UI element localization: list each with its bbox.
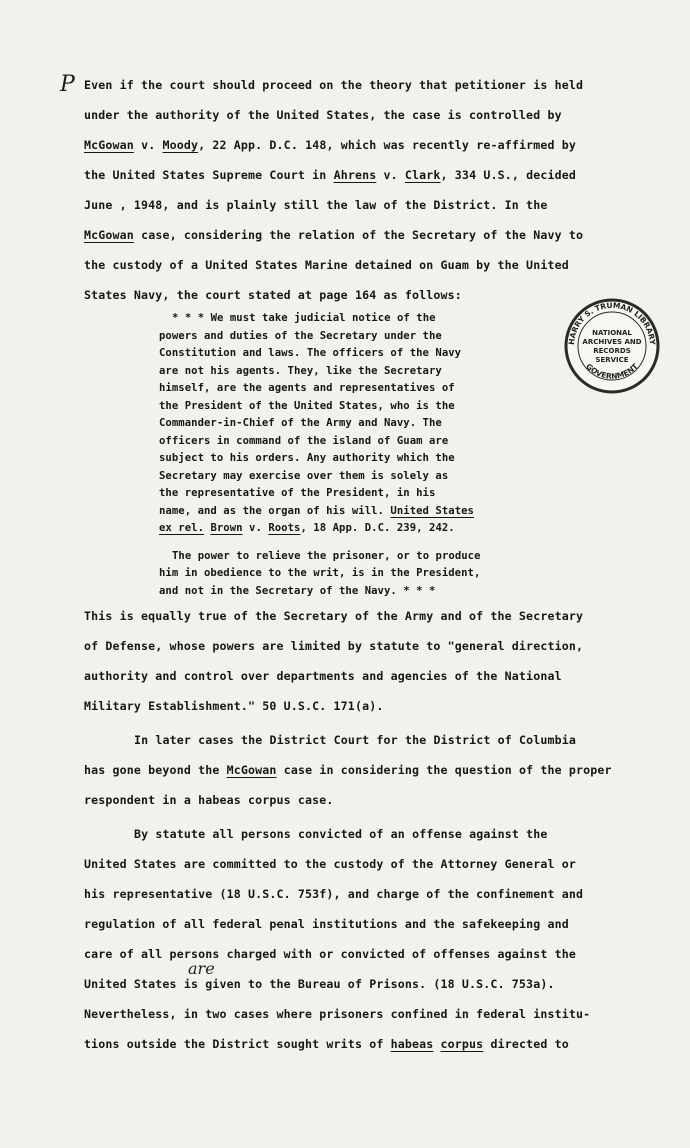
text-line: Even if the court should proceed on the theory that petitioner is held bbox=[84, 78, 584, 92]
quote-line: Constitution and laws. The officers of the Navy bbox=[159, 347, 462, 359]
quote-line: name, and as the organ of his will. United States bbox=[159, 504, 474, 517]
text-line: United States are committed to the custody of the Attorney General or bbox=[84, 856, 576, 871]
quote-line: and not in the Secretary of the Navy. * * * bbox=[159, 584, 436, 597]
text-line: McGowan case, considering the relation of the Secretary of the Navy to bbox=[84, 228, 584, 242]
handwritten-page-number: 164 bbox=[354, 288, 377, 302]
quote-line: him in obedience to the writ, is in the President, bbox=[159, 567, 481, 579]
text-line: In later cases the District Court for the District of Columbia bbox=[134, 732, 577, 747]
quote-line: the representative of the President, in his bbox=[159, 487, 436, 499]
case-name: ex rel. bbox=[159, 522, 204, 534]
case-name: McGowan bbox=[84, 228, 134, 242]
text-line: McGowan v. Moody, 22 App. D.C. 148, which was recently re-affirmed by bbox=[84, 138, 577, 152]
stamp-text: RECORDS bbox=[593, 347, 631, 355]
stamp-text: ARCHIVES AND bbox=[582, 338, 642, 346]
case-name: Moody bbox=[162, 138, 199, 152]
quote-line: ex rel. Brown v. Roots, 18 App. D.C. 239, 242. bbox=[159, 522, 455, 534]
text-line: under the authority of the United States, the case is controlled by bbox=[84, 108, 562, 122]
text-line: the United States Supreme Court in Ahrens v. Clark, 334 U.S., decided bbox=[84, 168, 577, 182]
case-name: corpus bbox=[440, 1036, 484, 1051]
stamp-bottom-text: GOVERNMENT bbox=[584, 361, 640, 381]
text-line: June , 1948, and is plainly still the law of the District. In the bbox=[84, 198, 548, 212]
text-line: This is equally true of the Secretary of the Army and of the Secretary bbox=[84, 608, 584, 623]
text-line: United States is given to the Bureau of Prisons. (18 U.S.C. 753a). bbox=[84, 976, 555, 991]
quote-line: * * * We must take judicial notice of the bbox=[172, 312, 436, 324]
text-line: Military Establishment." 50 U.S.C. 171(a). bbox=[84, 698, 384, 713]
text-line: respondent in a habeas corpus case. bbox=[84, 792, 334, 807]
text-line: care of all persons charged with or convicted of offenses against the bbox=[84, 946, 576, 961]
margin-paragraph-mark: P bbox=[60, 72, 75, 97]
quote-line: are not his agents. They, like the Secretary bbox=[159, 364, 442, 377]
quote-line: Commander-in-Chief of the Army and Navy. The bbox=[159, 417, 442, 429]
case-name: McGowan bbox=[226, 762, 277, 777]
case-name: habeas bbox=[390, 1036, 434, 1051]
text-line: regulation of all federal penal institutions and the safekeeping and bbox=[84, 916, 569, 931]
quote-line: himself, are the agents and representatives of bbox=[159, 382, 455, 394]
case-name: Roots bbox=[268, 522, 301, 534]
archive-stamp bbox=[562, 296, 662, 396]
stamp-text: SERVICE bbox=[595, 356, 629, 364]
text-line: Nevertheless, in two cases where prisoners confined in federal institu- bbox=[84, 1006, 591, 1021]
text-line: the custody of a United States Marine detained on Guam by the United bbox=[84, 258, 569, 272]
case-name: Ahrens bbox=[333, 168, 377, 182]
quote-line: the President of the United States, who is the bbox=[159, 399, 455, 412]
text-line: By statute all persons convicted of an offense against the bbox=[134, 826, 548, 841]
quote-line: The power to relieve the prisoner, or to produce bbox=[172, 549, 481, 562]
text-line: his representative (18 U.S.C. 753f), and charge of the confinement and bbox=[84, 886, 584, 901]
text-line: tions outside the District sought writs of habeas corpus directed to bbox=[84, 1036, 569, 1051]
stamp-top-text: HARRY S. TRUMAN LIBRARY bbox=[566, 300, 658, 346]
quote-line: officers in command of the island of Guam are bbox=[159, 434, 449, 447]
quote-line: powers and duties of the Secretary under the bbox=[159, 329, 442, 342]
text-line: has gone beyond the McGowan case in considering the question of the proper bbox=[84, 762, 612, 777]
handwritten-insertion: are bbox=[188, 958, 215, 978]
case-name: Brown bbox=[210, 522, 243, 534]
case-name: McGowan bbox=[84, 138, 134, 152]
stamp-text: NATIONAL bbox=[592, 329, 632, 337]
case-name: Clark bbox=[404, 168, 441, 182]
text-line: of Defense, whose powers are limited by statute to "general direction, bbox=[84, 638, 584, 653]
text-line: States Navy, the court stated at page 164 as follows: bbox=[84, 288, 462, 302]
quote-line: subject to his orders. Any authority which the bbox=[159, 452, 455, 464]
text-line: authority and control over departments and agencies of the National bbox=[84, 668, 562, 683]
struck-letter: e bbox=[276, 916, 284, 931]
case-name: United States bbox=[390, 504, 474, 517]
quote-line: Secretary may exercise over them is solely as bbox=[159, 469, 449, 482]
